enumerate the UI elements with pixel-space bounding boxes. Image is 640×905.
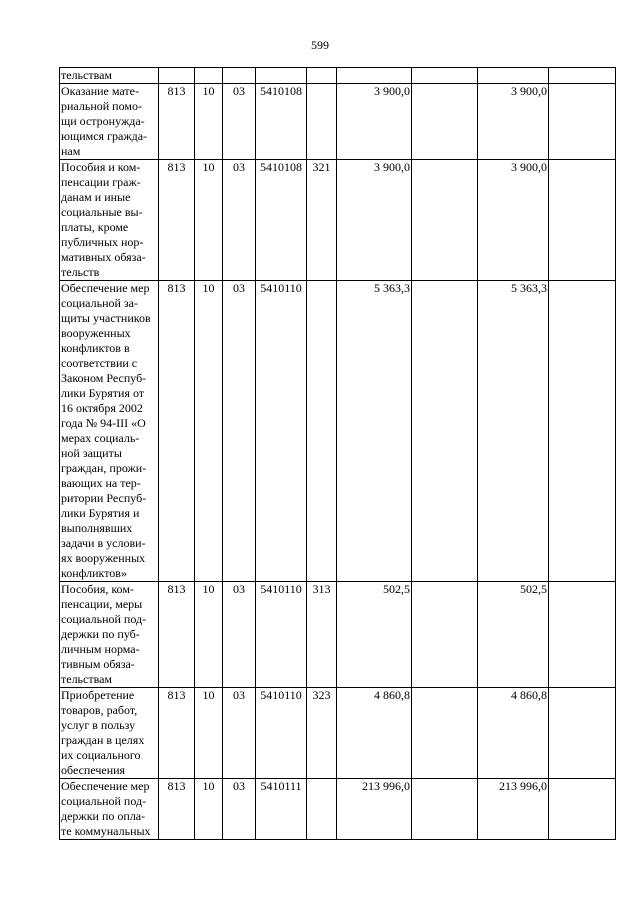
subsection-code: 03: [223, 160, 256, 281]
amount-extra: [412, 84, 478, 160]
subsection-code: 03: [223, 281, 256, 582]
expense-type-code: 313: [307, 582, 337, 688]
ministry-code: [159, 68, 195, 84]
budget-table: [59, 67, 616, 840]
amount-total: 502,5: [478, 582, 549, 688]
amount-last: [549, 160, 616, 281]
amount-last: [549, 68, 616, 84]
section-code: 10: [195, 688, 223, 779]
section-code: 10: [195, 84, 223, 160]
amount-last: [549, 688, 616, 779]
amount-total: 5 363,3: [478, 281, 549, 582]
amount-total: 4 860,8: [478, 688, 549, 779]
row-name: Пособия и ком- пенсации граж- данам и иные социальные вы- платы, кроме публичных нор- мативных обяза- тельств: [60, 160, 159, 281]
amount-extra: [412, 582, 478, 688]
table-row: [60, 84, 616, 160]
article-code: 5410108: [256, 84, 307, 160]
expense-type-code: [307, 779, 337, 840]
row-name: тельствам: [60, 68, 159, 84]
row-name: Обеспечение мер социальной под- держки по опла- те коммунальных: [60, 779, 159, 840]
section-code: 10: [195, 582, 223, 688]
ministry-code: 813: [159, 160, 195, 281]
article-code: 5410110: [256, 281, 307, 582]
amount-extra: [412, 779, 478, 840]
amount: 213 996,0: [337, 779, 412, 840]
ministry-code: 813: [159, 281, 195, 582]
ministry-code: 813: [159, 688, 195, 779]
ministry-code: 813: [159, 779, 195, 840]
table-row: [60, 281, 616, 582]
row-name: Пособия, ком- пенсации, меры социальной под- держки по пуб- личным норма- тивным обяза- тельствам: [60, 582, 159, 688]
expense-type-code: 323: [307, 688, 337, 779]
amount-total: 213 996,0: [478, 779, 549, 840]
subsection-code: 03: [223, 84, 256, 160]
amount-last: [549, 84, 616, 160]
row-name: Оказание мате- риальной помо- щи остронужда- ющимся гражда- нам: [60, 84, 159, 160]
section-code: 10: [195, 281, 223, 582]
amount-extra: [412, 68, 478, 84]
ministry-code: 813: [159, 84, 195, 160]
table-row: [60, 779, 616, 840]
amount: [337, 68, 412, 84]
article-code: 5410111: [256, 779, 307, 840]
section-code: [195, 68, 223, 84]
article-code: 5410110: [256, 582, 307, 688]
article-code: 5410110: [256, 688, 307, 779]
article-code: 5410108: [256, 160, 307, 281]
amount-extra: [412, 281, 478, 582]
amount-last: [549, 582, 616, 688]
table-row: [60, 68, 616, 84]
table-row: [60, 582, 616, 688]
amount-extra: [412, 688, 478, 779]
section-code: 10: [195, 160, 223, 281]
ministry-code: 813: [159, 582, 195, 688]
expense-type-code: [307, 281, 337, 582]
amount: 3 900,0: [337, 84, 412, 160]
amount: 502,5: [337, 582, 412, 688]
amount: 5 363,3: [337, 281, 412, 582]
expense-type-code: [307, 68, 337, 84]
table-row: [60, 160, 616, 281]
table-row: [60, 688, 616, 779]
amount: 3 900,0: [337, 160, 412, 281]
amount-last: [549, 779, 616, 840]
expense-type-code: [307, 84, 337, 160]
expense-type-code: 321: [307, 160, 337, 281]
subsection-code: 03: [223, 688, 256, 779]
row-name: Обеспечение мер социальной за- щиты участников вооруженных конфликтов в соответствии с Законом Респуб- лики Бурятия от 16 октября 2002 года № 94-III «О мерах социаль- ной защиты граждан, прожи- вающих на тер- ритории Респуб- лики Бурятия и выполнявших задачи в услови- ях вооруженных конфликтов»: [60, 281, 159, 582]
section-code: 10: [195, 779, 223, 840]
amount-extra: [412, 160, 478, 281]
row-name: Приобретение товаров, работ, услуг в пользу граждан в целях их социального обеспечения: [60, 688, 159, 779]
amount-total: 3 900,0: [478, 84, 549, 160]
page-number: 599: [311, 38, 329, 52]
amount-total: [478, 68, 549, 84]
subsection-code: [223, 68, 256, 84]
amount-last: [549, 281, 616, 582]
amount-total: 3 900,0: [478, 160, 549, 281]
subsection-code: 03: [223, 582, 256, 688]
amount: 4 860,8: [337, 688, 412, 779]
subsection-code: 03: [223, 779, 256, 840]
article-code: [256, 68, 307, 84]
